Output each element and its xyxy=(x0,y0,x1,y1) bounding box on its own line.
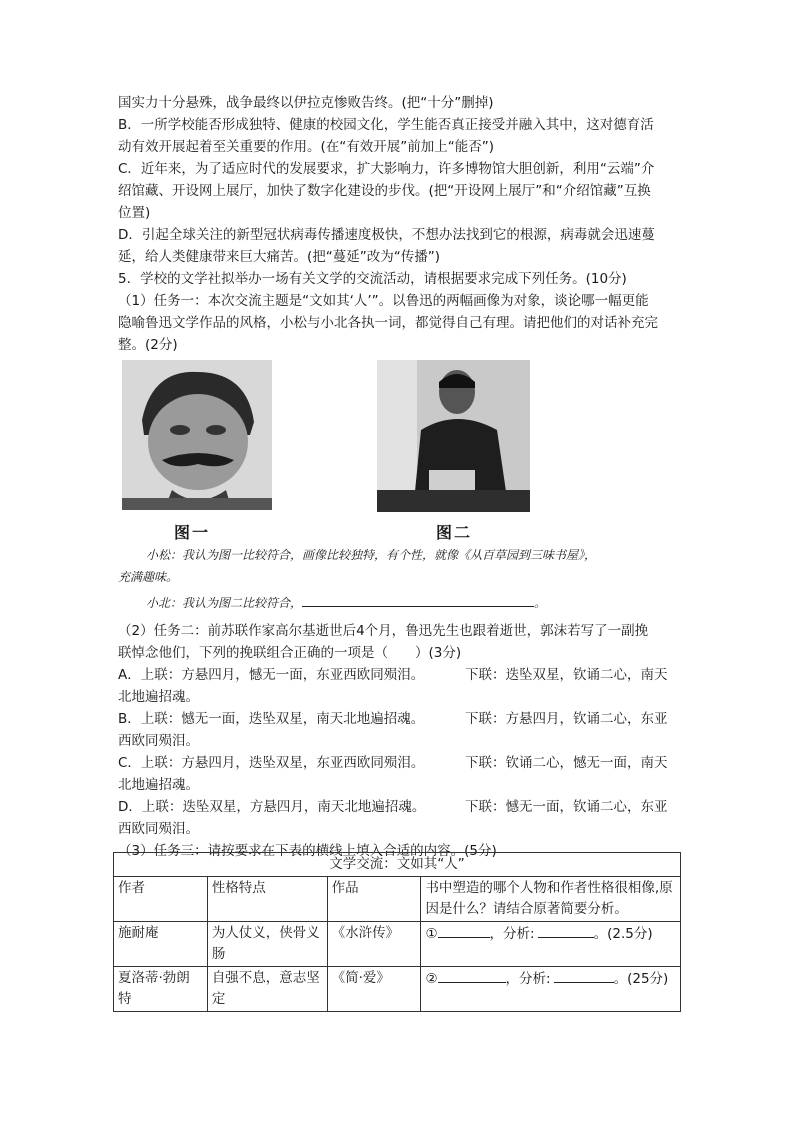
cell-answer xyxy=(421,922,681,967)
option-c-line: C．近年来，为了适应时代的发展要求，扩大影响力，许多博物馆大胆创新，利用“云端”介 xyxy=(118,161,655,177)
xiaobei-dialog xyxy=(118,592,680,614)
table-title-row xyxy=(114,853,681,877)
answer-blank-analysis[interactable] xyxy=(538,923,594,938)
cell-trait: 自强不息，意志坚定 xyxy=(207,967,327,1012)
figure-1-image xyxy=(122,360,272,510)
answer-number: ① xyxy=(425,926,438,942)
option-a[interactable] xyxy=(118,664,680,686)
xiaobei-dialog-text: 小北：我认为图二比较符合， xyxy=(146,596,303,610)
header-author: 作者 xyxy=(114,877,208,922)
score-note: 。(25分) xyxy=(613,971,669,987)
answer-number: ② xyxy=(425,971,438,987)
figure-2-image xyxy=(377,360,530,512)
task-1-line: 隐喻鲁迅文学作品的风格，小松与小北各执一词，都觉得自己有理。请把他们的对话补充完 xyxy=(118,315,658,331)
task-2-line: 联悼念他们，下列的挽联组合正确的一项是（ ）(3分) xyxy=(118,645,462,661)
option-c-upper: C．上联：方悬四月，迭坠双星，东亚西欧同殒泪。 xyxy=(118,755,425,771)
option-c[interactable] xyxy=(118,752,680,774)
option-c-lower: 下联：钦诵二心，憾无一面，南天 xyxy=(465,755,668,771)
cell-work: 《简·爱》 xyxy=(327,967,421,1012)
cell-author: 夏洛蒂·勃朗特 xyxy=(114,967,208,1012)
xiaosong-dialog: 小松：我认为图一比较符合，画像比较独特，有个性，就像《从百草园到三味书屋》， xyxy=(146,548,597,562)
option-d-line: D．引起全球关注的新型冠状病毒传播速度极快，不想办法找到它的根源，病毒就会迅速蔓 xyxy=(118,227,655,243)
header-analysis: 书中塑造的哪个人物和作者性格很相像,原因是什么？请结合原著简要分析。 xyxy=(421,877,681,922)
task-2-line: （2）任务二：前苏联作家高尔基逝世后4个月，鲁迅先生也跟着逝世，郭沫若写了一副挽 xyxy=(118,623,649,639)
option-a-upper: A．上联：方悬四月，憾无一面，东亚西欧同殒泪。 xyxy=(118,667,425,683)
figure-2-caption: 图二 xyxy=(436,523,473,542)
option-b[interactable] xyxy=(118,708,680,730)
text-line: 绍馆藏、开设网上展厅，加快了数字化建设的步伐。(把“开设网上展厅”和“介绍馆藏”互换 xyxy=(118,183,651,199)
task-1-line: （1）任务一：本次交流主题是“文如其‘人’”。以鲁迅的两幅画像为对象，谈论哪一幅更能 xyxy=(118,293,649,309)
analysis-label: ，分析: xyxy=(489,926,535,942)
option-b-lower: 下联：方悬四月，钦诵二心，东亚 xyxy=(465,711,668,727)
cell-answer xyxy=(421,967,681,1012)
task-1-line: 整。(2分) xyxy=(118,337,178,353)
question-5-heading: 5．学校的文学社拟举办一场有关文学的交流活动，请根据要求完成下列任务。(10分) xyxy=(118,271,627,287)
table-row xyxy=(114,967,681,1012)
table-title: 文学交流：文如其“人” xyxy=(114,853,681,877)
dialog-end-mark: 。 xyxy=(534,596,547,610)
text-line: 位置) xyxy=(118,205,151,221)
answer-blank[interactable] xyxy=(302,592,534,607)
table-header-row xyxy=(114,877,681,922)
question-content xyxy=(118,92,680,862)
option-b-wrap: 西欧同殒泪。 xyxy=(118,733,199,749)
option-a-lower: 下联：迭坠双星，钦诵二心，南天 xyxy=(465,667,668,683)
header-work: 作品 xyxy=(327,877,421,922)
option-d-lower: 下联：憾无一面，钦诵二心，东亚 xyxy=(465,799,668,815)
option-d-upper: D．上联：迭坠双星，方悬四月，南天北地遍招魂。 xyxy=(118,799,426,815)
text-line: 国实力十分悬殊，战争最终以伊拉克惨败告终。(把“十分”删掉) xyxy=(118,95,494,111)
cell-trait: 为人仗义，侠骨义肠 xyxy=(207,922,327,967)
portrait-figures xyxy=(118,360,680,544)
xiaosong-dialog-cont: 充满趣味。 xyxy=(118,570,179,584)
literature-table xyxy=(113,852,681,1012)
text-line: 动有效开展起着至关重要的作用。(在“有效开展”前加上“能否”) xyxy=(118,139,495,155)
option-a-wrap: 北地遍招魂。 xyxy=(118,689,199,705)
score-note: 。(2.5分) xyxy=(593,926,653,942)
header-trait: 性格特点 xyxy=(207,877,327,922)
table-row xyxy=(114,922,681,967)
analysis-label: ，分析: xyxy=(505,971,551,987)
answer-blank-analysis[interactable] xyxy=(554,968,614,983)
task-3-line: （3）任务三：请按要求在下表的横线上填入合适的内容。(5分) xyxy=(118,843,497,859)
cell-author: 施耐庵 xyxy=(114,922,208,967)
option-b-line: B．一所学校能否形成独特、健康的校园文化，学生能否真正接受并融入其中，这对德育活 xyxy=(118,117,654,133)
cell-work: 《水浒传》 xyxy=(327,922,421,967)
option-d[interactable] xyxy=(118,796,680,818)
text-line: 延，给人类健康带来巨大痛苦。(把“蔓延”改为“传播”) xyxy=(118,249,441,265)
option-c-wrap: 北地遍招魂。 xyxy=(118,777,199,793)
option-d-wrap: 西欧同殒泪。 xyxy=(118,821,199,837)
option-b-upper: B．上联：憾无一面，迭坠双星，南天北地遍招魂。 xyxy=(118,711,425,727)
answer-blank-character[interactable] xyxy=(438,968,506,983)
figure-1-caption: 图一 xyxy=(174,523,211,542)
answer-blank-character[interactable] xyxy=(438,923,490,938)
